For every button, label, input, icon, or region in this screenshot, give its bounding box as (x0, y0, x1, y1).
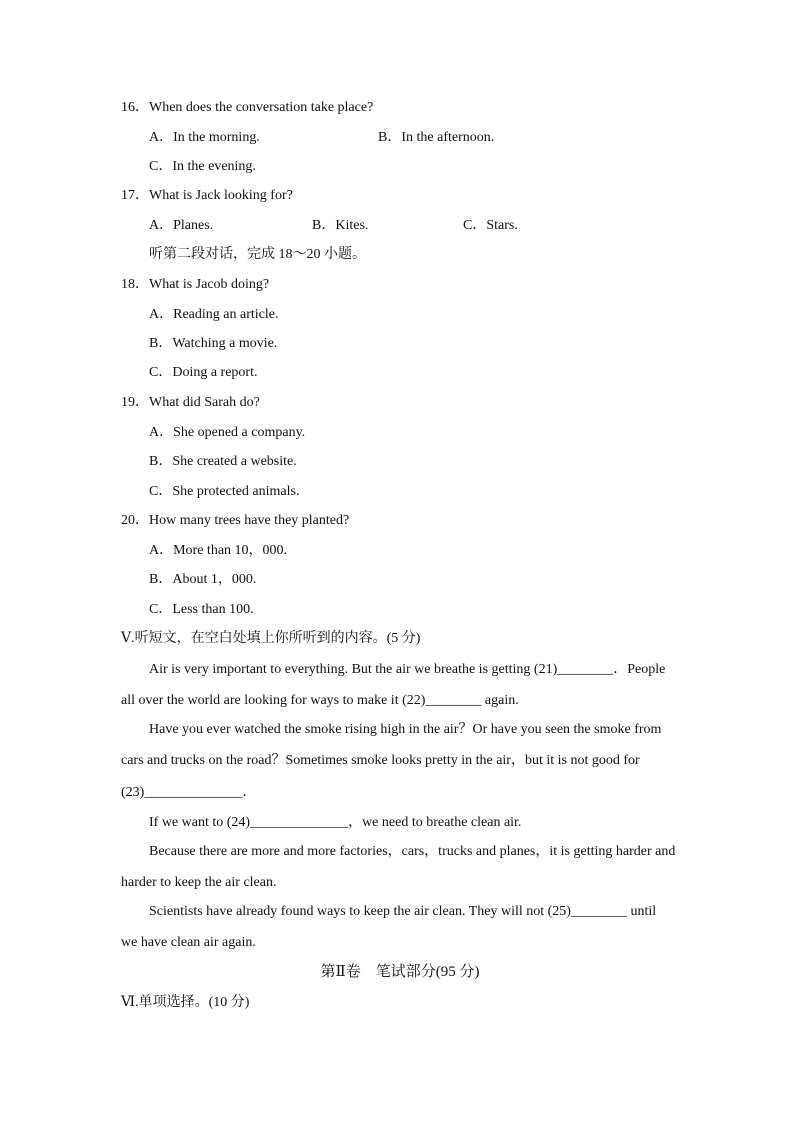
passage-line: we have clean air again. (121, 935, 256, 950)
section-6-title: Ⅵ.单项选择。(10 分) (121, 995, 250, 1010)
option-20a: A．More than 10，000. (149, 543, 288, 558)
option-19b: B．She created a website. (149, 454, 297, 469)
option-16a: A．In the morning. (149, 130, 260, 145)
option-20b: B．About 1，000. (149, 572, 257, 587)
option-18c: C．Doing a report. (149, 365, 258, 380)
passage-line: Air is very important to everything. But the air we breathe is getting (21)________．People (149, 662, 666, 677)
option-17c: C．Stars. (463, 218, 518, 233)
option-18a: A．Reading an article. (149, 307, 279, 322)
passage-line: If we want to (24)______________，we need to breathe clean air. (149, 815, 522, 830)
passage-line: harder to keep the air clean. (121, 875, 277, 890)
question-19: 19．What did Sarah do? (121, 395, 260, 410)
part-2-heading: 第Ⅱ卷 笔试部分(95 分) (320, 964, 480, 980)
section-5-title: Ⅴ.听短文，在空白处填上你所听到的内容。(5 分) (121, 631, 421, 646)
passage-line: Scientists have already found ways to keep the air clean. They will not (25)________ until (149, 904, 657, 919)
option-20c: C．Less than 100. (149, 602, 254, 617)
question-18: 18．What is Jacob doing? (121, 277, 270, 292)
option-16c: C．In the evening. (149, 159, 256, 174)
passage-line: cars and trucks on the road？Sometimes smoke looks pretty in the air，but it is not good for (121, 753, 640, 768)
option-19a: A．She opened a company. (149, 425, 306, 440)
question-17: 17．What is Jack looking for? (121, 188, 293, 203)
passage-line: Because there are more and more factories，cars，trucks and planes，it is getting harder and (149, 844, 676, 859)
option-17b: B．Kites. (312, 218, 369, 233)
passage-line: Have you ever watched the smoke rising high in the air？Or have you seen the smoke from (149, 722, 662, 737)
question-16: 16．When does the conversation take place? (121, 100, 374, 115)
option-16b: B．In the afternoon. (378, 130, 495, 145)
option-17a: A．Planes. (149, 218, 214, 233)
instruction-dialogue-2: 听第二段对话，完成 18～20 小题。 (149, 247, 366, 262)
passage-line: all over the world are looking for ways to make it (22)________ again. (121, 693, 519, 708)
passage-line: (23)______________． (121, 785, 257, 800)
question-20: 20．How many trees have they planted? (121, 513, 350, 528)
option-18b: B．Watching a movie. (149, 336, 278, 351)
option-19c: C．She protected animals. (149, 484, 300, 499)
